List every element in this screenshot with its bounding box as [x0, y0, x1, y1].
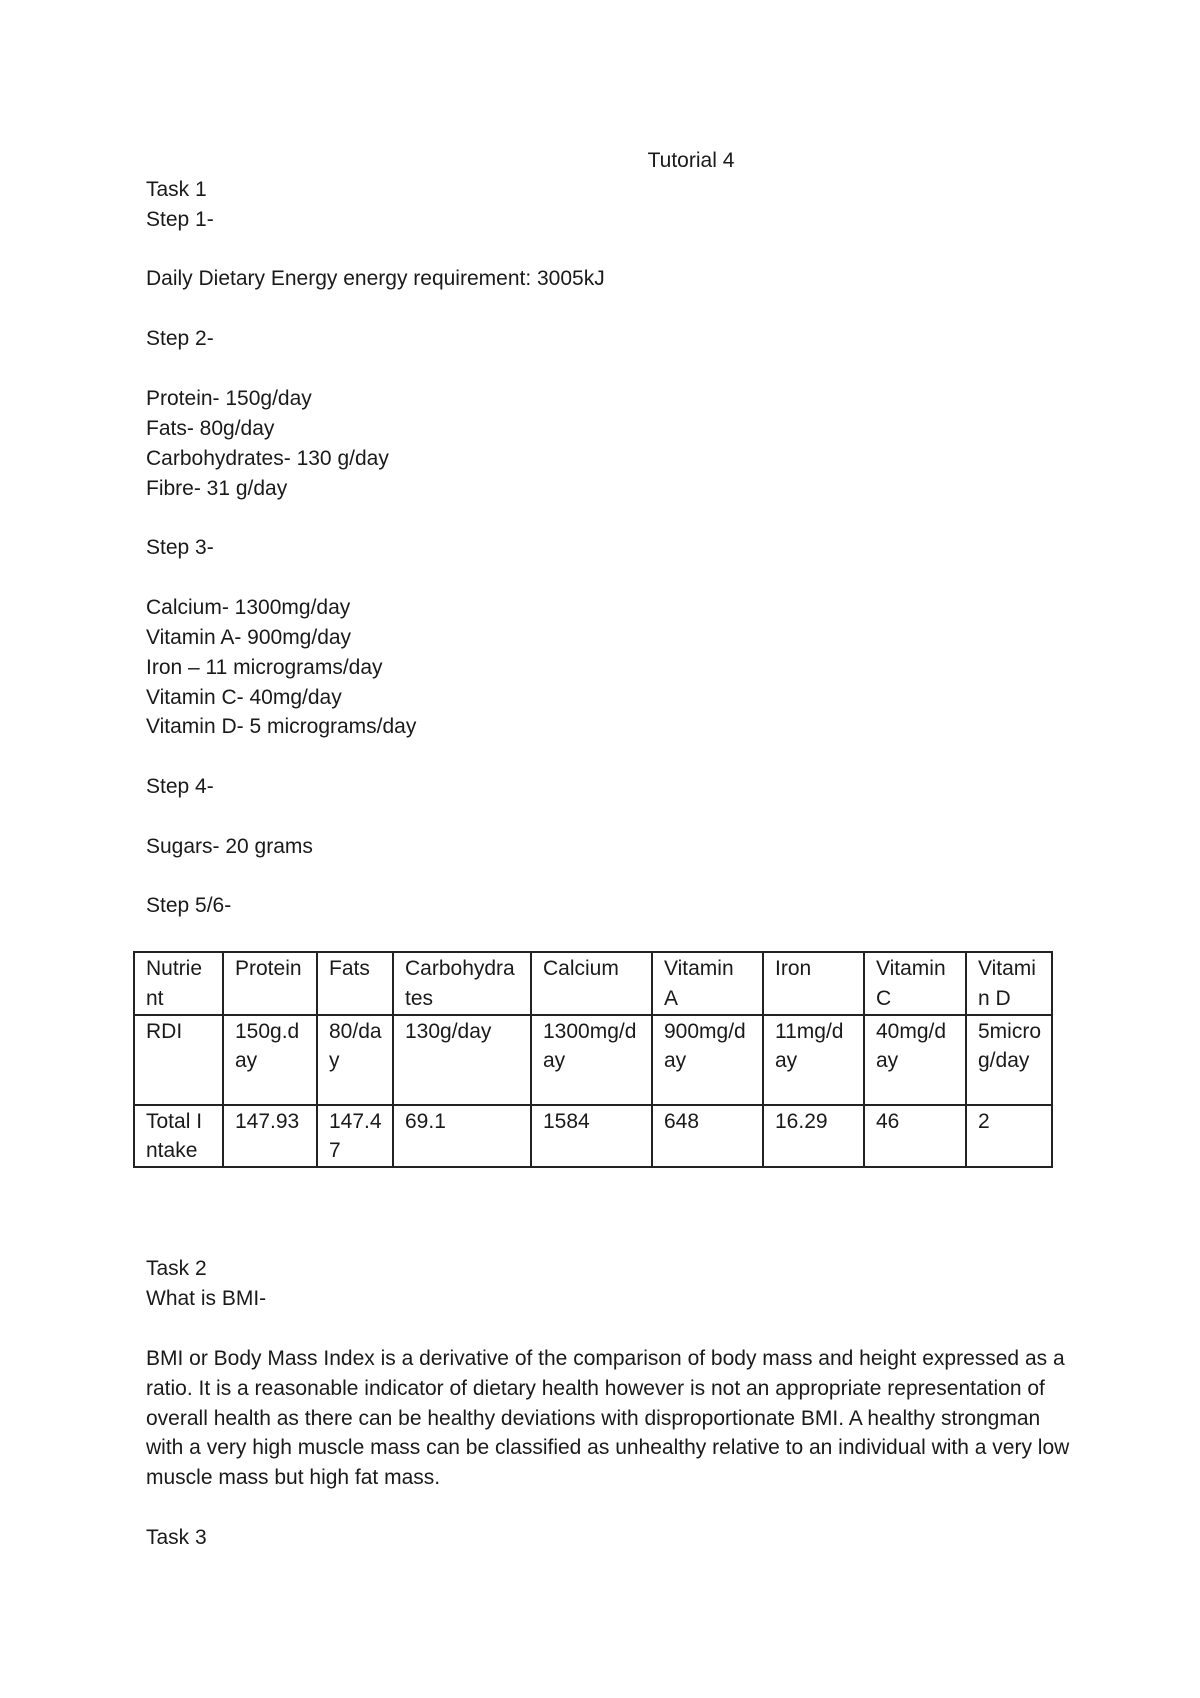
table-cell: 150g.day — [223, 1015, 317, 1105]
table-header-cell: Vitamin C — [864, 952, 966, 1015]
table-cell: RDI — [134, 1015, 223, 1105]
task1-heading: Task 1 — [146, 178, 207, 201]
table-cell: 11mg/day — [763, 1015, 864, 1105]
task2-question: What is BMI- — [146, 1287, 267, 1310]
step4-heading: Step 4- — [146, 775, 214, 798]
table-header-cell: Vitamin D — [966, 952, 1052, 1015]
table-row-total-intake — [134, 1105, 1052, 1168]
step2-item-protein: Protein- 150g/day — [146, 387, 312, 410]
table-cell: 16.29 — [763, 1105, 864, 1168]
task2-heading: Task 2 — [146, 1257, 207, 1280]
table-cell: 1300mg/day — [531, 1015, 652, 1105]
table-header-cell: Iron — [763, 952, 864, 1015]
table-cell: 5micro g/day — [966, 1015, 1052, 1105]
step3-item-vitamin-a: Vitamin A- 900mg/day — [146, 626, 352, 649]
step2-heading: Step 2- — [146, 327, 214, 350]
table-row-rdi — [134, 1015, 1052, 1105]
table-cell: 648 — [652, 1105, 763, 1168]
step3-item-calcium: Calcium- 1300mg/day — [146, 596, 351, 619]
step3-heading: Step 3- — [146, 536, 214, 559]
table-cell: 2 — [966, 1105, 1052, 1168]
table-cell: Total Intake — [134, 1105, 223, 1168]
task2-answer: BMI or Body Mass Index is a derivative of the comparison of body mass and height expressed as a ratio. It is a reasonable indicator of dietary health however is not an appropriate representation of overall health as there can be healthy deviations with disproportionate BMI. A healthy strongman with a very high muscle mass can be classified as unhealthy relative to an individual with a very low muscle mass but high fat mass. — [146, 1347, 1070, 1490]
step2-item-carbohydrates: Carbohydrates- 130 g/day — [146, 447, 389, 470]
table-cell: 40mg/day — [864, 1015, 966, 1105]
nutrient-table — [133, 951, 1053, 1168]
table-cell: 130g/day — [393, 1015, 531, 1105]
table-cell: 1584 — [531, 1105, 652, 1168]
table-header-cell: Vitamin A — [652, 952, 763, 1015]
table-cell: 46 — [864, 1105, 966, 1168]
step3-item-iron: Iron – 11 micrograms/day — [146, 656, 383, 679]
table-cell: 80/day — [317, 1015, 393, 1105]
step4-text: Sugars- 20 grams — [146, 835, 313, 858]
step2-item-fats: Fats- 80g/day — [146, 417, 275, 440]
step1-text: Daily Dietary Energy energy requirement: 3005kJ — [146, 267, 605, 290]
table-header-cell: Fats — [317, 952, 393, 1015]
table-header-row — [134, 952, 1052, 1015]
step1-heading: Step 1- — [146, 208, 214, 231]
table-cell: 147.93 — [223, 1105, 317, 1168]
step56-heading: Step 5/6- — [146, 894, 232, 917]
step3-item-vitamin-d: Vitamin D- 5 micrograms/day — [146, 715, 417, 738]
table-header-cell: Protein — [223, 952, 317, 1015]
table-header-cell: Calcium — [531, 952, 652, 1015]
table-header-cell: Nutrient — [134, 952, 223, 1015]
step3-item-vitamin-c: Vitamin C- 40mg/day — [146, 686, 342, 709]
table-cell: 147.47 — [317, 1105, 393, 1168]
table-header-cell: Carbohydrates — [393, 952, 531, 1015]
step2-item-fibre: Fibre- 31 g/day — [146, 477, 288, 500]
document-title: Tutorial 4 — [647, 149, 735, 172]
table-cell: 900mg/day — [652, 1015, 763, 1105]
table-cell: 69.1 — [393, 1105, 531, 1168]
task3-heading: Task 3 — [146, 1526, 207, 1549]
